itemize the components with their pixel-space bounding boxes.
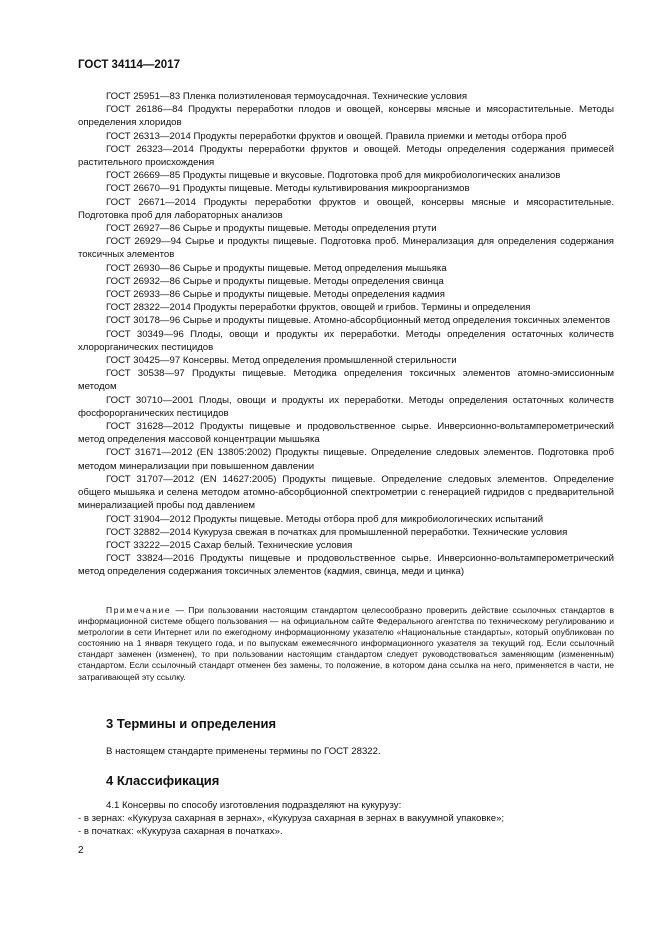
reference-item: ГОСТ 33222—2015 Сахар белый. Технические условия [106,539,353,551]
reference-item: ГОСТ 25951—83 Пленка полиэтиленовая термоусадочная. Технические условия [106,91,468,102]
note-label: Примечание [106,605,172,615]
reference-item: ГОСТ 30349—96 Плоды, овощи и продукты их переработки. Методы определения остаточных количеств хлорорганических пестицидов [78,328,614,353]
reference-item: ГОСТ 26671—2014 Продукты переработки фруктов и овощей, консервы мясные и мясорастительные. Подготовка проб для лабораторных анализов [78,196,614,221]
section-4-body [78,799,614,839]
reference-item: ГОСТ 26932—86 Сырье и продукты пищевые. Методы определения свинца [106,275,444,287]
normative-references-list [78,90,614,579]
reference-item: ГОСТ 26933—86 Сырье и продукты пищевые. Методы определения кадмия [106,289,445,301]
classification-item: - в початках: «Кукуруза сахарная в початках». [78,826,283,838]
section-4-heading: 4 Классификация [106,773,220,788]
note-text: — При пользовании настоящим стандартом целесообразно проверить действие ссылочных стандартов в информационной системе общего пользования — на официальном сайте Федерального агентства по техническому регулированию и метрологии в сети Интернет или по ежегодному информационному указателю «Национальные стандарты», который опубликован по состоянию на 1 января текущего года, и по выпускам ежемесячного информационного указателя за текущий год. Если ссылочный стандарт заменен (изменен), то при пользовании настоящим стандартом следует руководствоваться заменяющим (измененным) стандартом. Если ссылочный стандарт отменен без замены, то положение, в котором дана ссылка на него, применяется в части, не затрагивающей эту ссылку. [78,605,614,682]
section-3-heading: 3 Термины и определения [106,716,277,731]
page-number: 2 [78,845,84,856]
classification-intro: 4.1 Консервы по способу изготовления подразделяют на кукурузу: [106,800,402,811]
reference-item: ГОСТ 26930—86 Сырье и продукты пищевые. Метод определения мышьяка [106,262,447,274]
section-3-text: В настоящем стандарте применены термины по ГОСТ 28322. [106,746,381,757]
reference-item: ГОСТ 31628—2012 Продукты пищевые и продовольственное сырье. Инверсионно-вольтамперометрический метод определения массовой концентрации мышьяка [78,421,614,446]
document-header: ГОСТ 34114—2017 [78,59,180,71]
reference-item: ГОСТ 26670—91 Продукты пищевые. Методы культивирования микроорганизмов [106,183,470,195]
note-paragraph [78,605,614,683]
reference-item: ГОСТ 28322—2014 Продукты переработки фруктов, овощей и грибов. Термины и определения [106,302,531,314]
reference-item: ГОСТ 32882—2014 Кукуруза свежая в початках для промышленной переработки. Технические условия [106,526,568,538]
reference-item: ГОСТ 26323—2014 Продукты переработки фруктов и овощей. Методы определения содержания примесей растительного происхождения [78,143,614,169]
reference-item: ГОСТ 26927—86 Сырье и продукты пищевые. Методы определения ртути [106,223,437,235]
reference-item: ГОСТ 30178—96 Сырье и продукты пищевые. Атомно-абсорбционный метод определения токсичных элементов [106,315,611,327]
reference-item: ГОСТ 33824—2016 Продукты пищевые и продовольственное сырье. Инверсионно-вольтамперометрический метод определения содержания токсичных элементов (кадмия, свинца, меди и цинка) [78,553,614,578]
reference-item: ГОСТ 31671—2012 (EN 13805:2002) Продукты пищевые. Определение следовых элементов. Подготовка проб методом минерализации при повышенном давлении [78,447,614,472]
reference-item: ГОСТ 30538—97 Продукты пищевые. Методика определения токсичных элементов атомно-эмиссионным методом [78,368,614,393]
reference-item: ГОСТ 31707—2012 (EN 14627:2005) Продукты пищевые. Определение следовых элементов. Определение общего мышьяка и селена методом атомно-абсорбционной спектрометрии с генерацией гидридов с предварительной минерализацией пробы под давлением [78,473,614,512]
reference-item: ГОСТ 26186—84 Продукты переработки плодов и овощей, консервы мясные и мясорастительные. Методы определения хлоридов [78,104,614,129]
reference-item: ГОСТ 30425—97 Консервы. Метод определения промышленной стерильности [106,355,457,367]
reference-item: ГОСТ 26669—85 Продукты пищевые и вкусовые. Подготовка проб для микробиологических анализов [106,170,561,182]
reference-item: ГОСТ 26313—2014 Продукты переработки фруктов и овощей. Правила приемки и методы отбора проб [106,130,567,142]
reference-item: ГОСТ 31904—2012 Продукты пищевые. Методы отбора проб для микробиологических испытаний [106,513,544,525]
reference-item: ГОСТ 26929—94 Сырье и продукты пищевые. Подготовка проб. Минерализация для определения содержания токсичных элементов [78,236,614,261]
reference-item: ГОСТ 30710—2001 Плоды, овощи и продукты их переработки. Методы определения остаточных количеств фосфорорганических пестицидов [78,394,614,419]
classification-item: - в зернах: «Кукуруза сахарная в зернах», «Кукуруза сахарная в зернах в вакуумной упаковке»; [78,813,505,825]
